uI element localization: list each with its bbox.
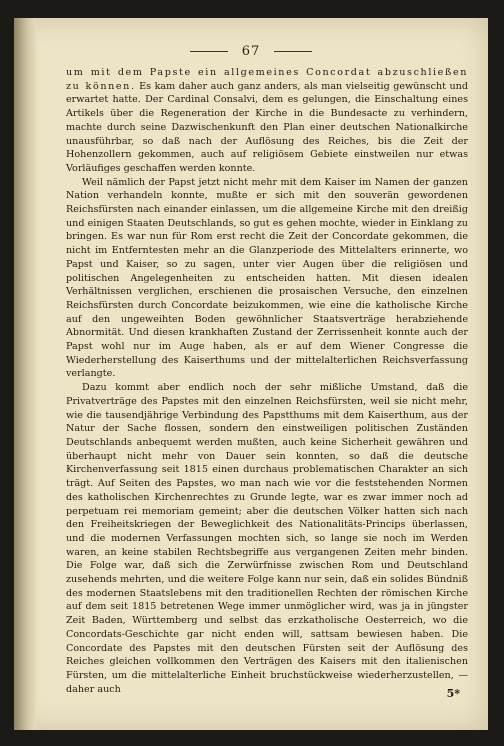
header-rule-left xyxy=(190,51,228,52)
printer-signature-mark: 5* xyxy=(446,687,460,700)
body-text xyxy=(66,66,468,696)
header-rule-right xyxy=(274,51,312,52)
paragraph: Weil nämlich der Papst jetzt nicht mehr mit dem Kaiser im Namen der ganzen Nation verhandeln konnte, mußte er sich mit den souverän gewordenen Reichsfürsten nach einander einlassen, um die allgemeine Kirche mit den dreißig und einigen Staaten Deutschlands, so gut es gehen mochte, wieder in Einklang zu bringen. Es war nun für Rom erst recht die Zeit der Concordate gekommen, die nicht im Entferntesten mehr an die Glanzperiode des Mittelalters erinnerte, wo Papst und Kaiser, so zu sagen, unter vier Augen über die religiösen und politischen Angelegenheiten zu entscheiden hatten. Mit diesen idealen Verhältnissen verglichen, erschienen die prosaischen Versuche, den einzelnen Reichsfürsten durch Concordate beizukommen, wie eine die katholische Kirche auf den ungeweihten Boden gewöhnlicher Staatsverträge herabziehende Abnormität. Und diesen krankhaften Zustand der Zerrissenheit konnte auch der Papst wohl nur im Auge haben, als er auf dem Wiener Congresse die Wiederherstellung des Kaiserthums und der mittelalterlichen Reichsverfassung verlangte. xyxy=(66,176,468,380)
paragraph-spaced-intro: um mit dem Papste ein allgemeines Concordat abzuschließen zu können. xyxy=(66,67,468,92)
book-binding-edge xyxy=(14,18,36,730)
page-header xyxy=(14,44,488,59)
page-number: 67 xyxy=(241,44,261,59)
paragraph-text: Es kam daher auch ganz anders, als man vielseitig gewünscht und erwartet hatte. Der Cardinal Consalvi, dem es gelungen, die Einschaltung eines Artikels über die Regeneration der Kirche in die Bundesacte zu verhindern, machte durch seine Dazwischenkunft den Plan einer deutschen Nationalkirche unausführbar, so daß nach der Auflösung des Reiches, bis die Zeit der Hohenzollern gekommen, auch auf religiösem Gebiete einstweilen nur etwas Vorläufiges geschaffen werden konnte. xyxy=(66,80,469,174)
paragraph xyxy=(66,66,468,176)
paragraph: Dazu kommt aber endlich noch der sehr mißliche Umstand, daß die Privatverträge des Papstes mit den einzelnen Reichsfürsten, weil sie nicht mehr, wie die tausendjährige Verbindung des Papstthums mit dem Kaiserthum, aus der Natur der Sache flossen, sondern den einstweiligen politischen Zuständen Deutschlands anbequemt werden mußten, auch keine Sicherheit gewähren und überhaupt nicht mehr von Dauer sein konnten, so daß die deutsche Kirchenverfassung seit 1815 einen durchaus problematischen Charakter an sich trägt. Auf Seiten des Papstes, wo man nach wie vor die feststehenden Normen des katholischen Kirchenrechtes zu Grunde legte, war es zwar immer noch ad perpetuam rei memoriam gemeint; aber die deutschen Völker hatten sich nach den Freiheitskriegen der Beweglichkeit des Nationalitäts-Princips überlassen, und die modernen Verfassungen mochten sich, so lange sie noch im Werden waren, an keine stabilen Rechtsbegriffe aus vergangenen Zeiten mehr binden. Die Folge war, daß sich die Zerwürfnisse zwischen Rom und Deutschland zusehends mehrten, und die weitere Folge kann nur sein, daß ein solides Bündniß des modernen Staatslebens mit den traditionellen Rechten der römischen Kirche auf dem seit 1815 betretenen Wege immer unmöglicher wird, was ja in jüngster Zeit Baden, Württemberg und selbst das erzkatholische Oesterreich, wo die Concordats-Geschichte gar nicht enden will, sattsam bewiesen haben. Die Concordate des Papstes mit den deutschen Fürsten seit der Auflösung des Reiches gleichen vollkommen den Verträgen des Kaisers mit den italienischen Fürsten, um die mittelalterliche Einheit bruchstückweise wiederherzustellen, — daher auch xyxy=(66,382,468,695)
book-page xyxy=(14,18,488,730)
